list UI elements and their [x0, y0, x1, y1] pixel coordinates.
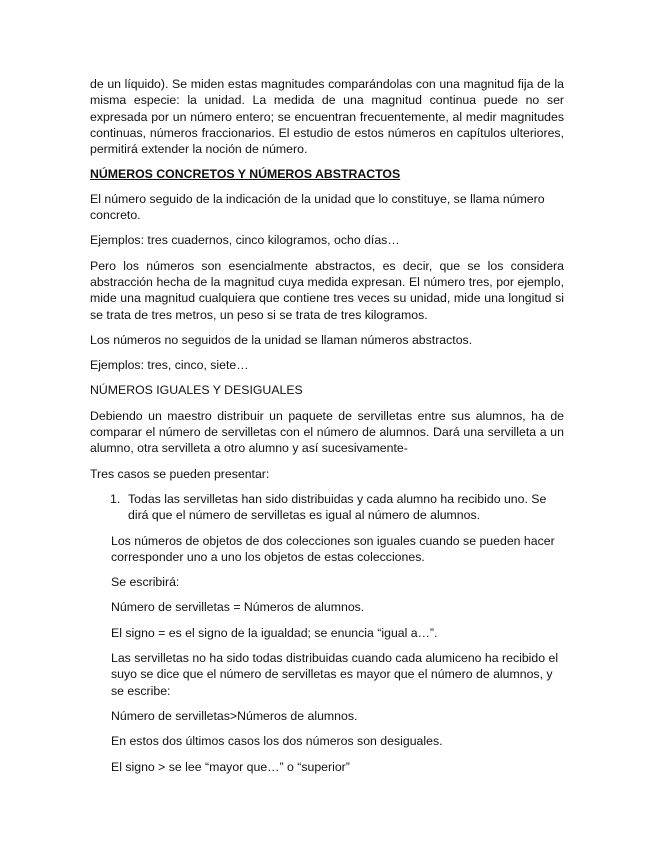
paragraph-mayor: Las servilletas no ha sido todas distribuidas cuando cada alumiceno ha recibido el suyo se dice que el número de servilletas es mayor que el número de alumnos, y se escribe: [111, 651, 559, 698]
paragraph-desiguales: En estos dos últimos casos los dos números son desiguales. [111, 734, 443, 749]
paragraph-mayor-formula: Número de servilletas>Números de alumnos. [111, 708, 358, 723]
heading-iguales-desiguales: NÚMEROS IGUALES Y DESIGUALES [90, 383, 303, 398]
paragraph-abstractos: Pero los números son esencialmente abstractos, es decir, que se los considera abstracción hecha de la magnitud cuya medida expresan. El número tres, por ejemplo, mide una magnitud cualquiera que contiene tres veces su unidad, mide una longitud si se trata de tres metros, un peso si se trata de tres kilogramos. [90, 258, 564, 322]
paragraph-numeros-abstractos: Los números no seguidos de la unidad se llaman números abstractos. [90, 332, 473, 347]
list-item-text: Todas las servilletas han sido distribuidas y cada alumno ha recibido uno. Se dirá que el número de servilletas es igual al número de alumnos. [128, 491, 547, 523]
list-item [90, 491, 564, 524]
heading-concretos-abstractos: NÚMEROS CONCRETOS Y NÚMEROS ABSTRACTOS [90, 167, 401, 182]
document-page [90, 76, 564, 784]
paragraph-numero-concreto: El número seguido de la indicación de la unidad que lo constituye, se llama número concreto. [90, 191, 545, 223]
paragraph-ejemplos-abstractos: Ejemplos: tres, cinco, siete… [90, 358, 249, 373]
paragraph-se-escribira: Se escribirá: [111, 575, 180, 590]
paragraph-igualdad-formula: Número de servilletas = Números de alumnos. [111, 600, 365, 615]
paragraph-signo-igual: El signo = es el signo de la igualdad; se enuncia “igual a…”. [111, 625, 438, 640]
paragraph-maestro: Debiendo un maestro distribuir un paquete de servilletas entre sus alumnos, ha de comparar el número de servilletas con el número de alumnos. Dará una servilleta a un alumno, otra servilleta a otro alumno y así sucesivamente- [90, 408, 564, 456]
paragraph-magnitudes: de un líquido). Se miden estas magnitudes comparándolas con una magnitud fija de la misma especie: la unidad. La medida de una magnitud continua puede no ser expresada por un número entero; se encuentran frecuentemente, al medir magnitudes continuas, números fraccionarios. El estudio de estos números en capítulos ulteriores, permitirá extender la noción de número. [90, 77, 564, 157]
paragraph-tres-casos: Tres casos se pueden presentar: [90, 466, 270, 481]
list-number: 1. [110, 491, 121, 506]
paragraph-signo-mayor: El signo > se lee “mayor que…” o “superior” [111, 759, 350, 774]
paragraph-ejemplos-concretos: Ejemplos: tres cuadernos, cinco kilogramos, ocho días… [90, 233, 400, 248]
paragraph-colecciones: Los números de objetos de dos colecciones son iguales cuando se pueden hacer corresponder uno a uno los objetos de estas colecciones. [111, 533, 555, 564]
